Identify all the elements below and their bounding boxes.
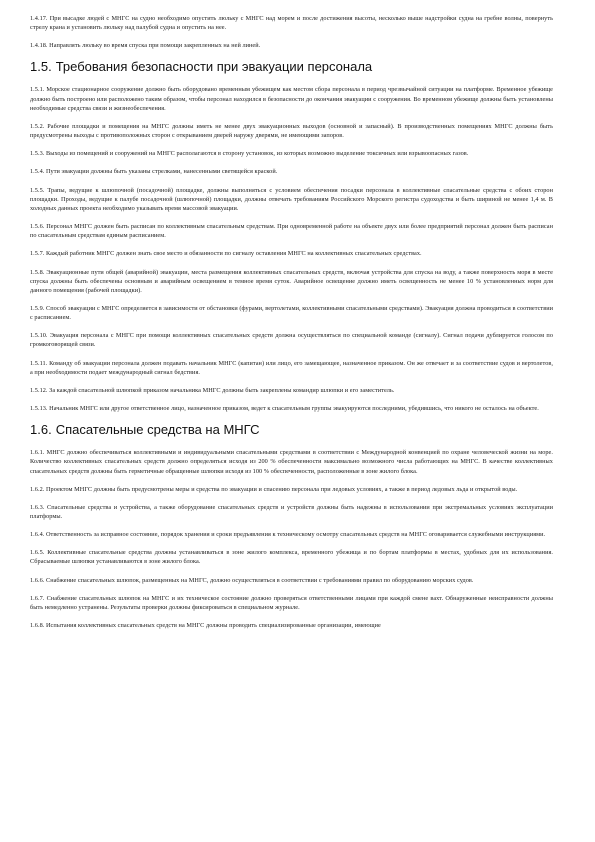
section-title: Требования безопасности при эвакуации персонала — [55, 59, 373, 75]
paragraph-1-6-3: 1.6.3. Спасательные средства и устройства, а также оборудование спасательных средств и устройств должны быть надежны в использовании при экстремальных условиях эксплуатации платформы. — [30, 503, 553, 520]
paragraph-1-5-12: 1.5.12. За каждой спасательной шлюпкой приказом начальника МНГС должны быть закреплены командир шлюпки и его заместитель. — [30, 386, 395, 394]
paragraph-1-5-2: 1.5.2. Рабочие площадки и помещения на МНГС должны иметь не менее двух эвакуационных выходов (основной и запасный). В производственных помещениях МНГС должны быть предусмотрены выходы с противоположных сторон с открыванием дверей наружу дверями, не имеющими запоров. — [30, 122, 553, 140]
section-heading-1-6 — [30, 422, 553, 438]
paragraph-1-6-2: 1.6.2. Проектом МНГС должны быть предусмотрены меры и средства по эвакуации и спасению персонала при ледовых условиях, а также в период ледовых льда и открытой воды. — [30, 485, 518, 493]
paragraph-1-4-17: 1.4.17. При высадке людей с МНГС на судно необходимо опустить люльку с МНГС над морем и после достижения высоты, несколько выше надстройки судна на гребне волны, повернуть стрелу крана и установить люльку над палубой судна и опустить на нее. — [30, 15, 553, 32]
paragraph-1-5-3: 1.5.3. Выходы из помещений и сооружений на МНГС располагаются в сторону установок, из которых возможно выделение токсичных или взрывоопасных газов. — [30, 150, 469, 158]
section-heading-1-5 — [30, 59, 553, 75]
paragraph-1-6-8: 1.6.8. Испытания коллективных спасательных средств на МНГС должны проводить специализированные организации, имеющие — [30, 622, 381, 630]
paragraph-1-6-7: 1.6.7. Снабжение спасательных шлюпок на МНГС и их техническое состояние должно проверяться ответственными лицами при каждой смене вахт. Обнаруженные неисправности должны быть немедленно устранены. Результаты проверки должны фиксироваться в специальном журнале. — [30, 594, 553, 611]
section-1-6 — [30, 422, 553, 630]
paragraph-1-5-9: 1.5.9. Способ эвакуации с МНГС определяется в зависимости от обстановки (фурами, вертолетами, коллективными спасательными средствами). Эвакуация должна проводиться в соответствии с расписанием. — [30, 304, 553, 322]
section-title: Спасательные средства на МНГС — [55, 422, 260, 438]
paragraph-1-6-4: 1.6.4. Ответственность за исправное состояние, порядок хранения и сроки предъявления к техническому осмотру спасательных средств на МНГС оговаривается служебными инструкциями. — [30, 531, 546, 539]
top-paragraphs — [30, 14, 553, 50]
paragraph-1-5-7: 1.5.7. Каждый работник МНГС должен знать свое место и обязанности по сигналу оставления МНГС на коллективных спасательных средствах. — [30, 250, 422, 258]
paragraph-1-6-6: 1.6.6. Снабжение спасательных шлюпок, размещенных на МНГС, должно осуществляться в соответствии с требованиями правил по оборудованию морских судов. — [30, 576, 474, 584]
paragraph-1-5-6: 1.5.6. Персонал МНГС должен быть расписан по коллективным спасательным средствам. При одновременной работе на объекте двух или более предприятий персонал должен быть расписан по спасательным средствам единым расписанием. — [30, 223, 553, 240]
section-1-5 — [30, 59, 553, 413]
paragraph-1-5-10: 1.5.10. Эвакуация персонала с МНГС при помощи коллективных спасательных средств должна осуществляться по специальной команде (сигналу). Сигнал подачи дублируется голосом по громкоговорящей связи. — [30, 332, 553, 349]
section-number: 1.6. — [30, 422, 52, 438]
paragraph-1-5-13: 1.5.13. Начальник МНГС или другое ответственное лицо, назначенное приказом, ведет к спасательным группы эвакуируются последними, убедившись, что никого не осталось на объекте. — [30, 405, 539, 413]
paragraph-1-5-1: 1.5.1. Морское стационарное сооружение должно быть оборудовано временным убежищем как местом сбора персонала в период чрезвычайной ситуации на платформе. Временное убежище должно быть построено или расположено таким образом, чтобы персонал находился в безопасности до окончания эвакуации с сооружения. Во временном убежище должны быть установлены необходимые средства связи и жизнеобеспечения. — [30, 86, 553, 112]
paragraph-1-4-18: 1.4.18. Направлять люльку во время спуска при помощи закрепленных на ней линей. — [30, 42, 261, 50]
paragraph-1-5-5: 1.5.5. Трапы, ведущие к шлюпочной (посадочной) площадке, должны выполняться с условием обеспечения посадки персонала в коллективные спасательные средства с обоих сторон площадки. Проходы, ведущие к палубе посадочной (шлюпочной) площадки, должны отвечать требованиям Российского Морского регистра судоходства и быть шириной не менее 1,4 м. В холодных данных проекта необходимо указывать время массовой эвакуации. — [30, 186, 553, 212]
section-number: 1.5. — [30, 59, 52, 75]
paragraph-1-5-11: 1.5.11. Команду об эвакуации персонала должен подавать начальник МНГС (капитан) или лицо, его замещающее, назначенное приказом. Он же отвечает и за соответствие судов и вертолетов, а при необходимости подает международный сигнал бедствия. — [30, 359, 553, 376]
paragraph-1-6-1: 1.6.1. МНГС должно обеспечиваться коллективными и индивидуальными спасательными средствами в соответствии с Международной конвенцией по охране человеческой жизни на море. Количество коллективных спасательных средств должно определяться исходя из 200 % обеспеченности максимально возможного числа работающих на МНГС. В качестве коллективных спасательных средств должны быть герметичные обращенные шлюпки исходя из 100 % обеспеченности, расположенные в зоне жилого блока. — [30, 449, 553, 475]
paragraph-1-6-5: 1.6.5. Коллективные спасательные средства должны устанавливаться в зоне жилого комплекса, временного убежища и по бортам платформы в местах, удобных для их использования. Сбрасываемые шлюпки устанавливаются в зоне жилого блока. — [30, 549, 553, 566]
paragraph-1-5-4: 1.5.4. Пути эвакуации должны быть указаны стрелками, нанесенными светящейся краской. — [30, 168, 278, 176]
paragraph-1-5-8: 1.5.8. Эвакуационные пути общей (аварийной) эвакуации, места размещения коллективных спасательных средств, включая устройства для спуска на воду, а также поверхность моря в месте спуска должны быть обеспечены основным и аварийным освещением в темное время суток. Аварийное освещение должно иметь освещенность не менее 10 % установленных норм для данного помещения (рабочей площадки). — [30, 268, 553, 294]
